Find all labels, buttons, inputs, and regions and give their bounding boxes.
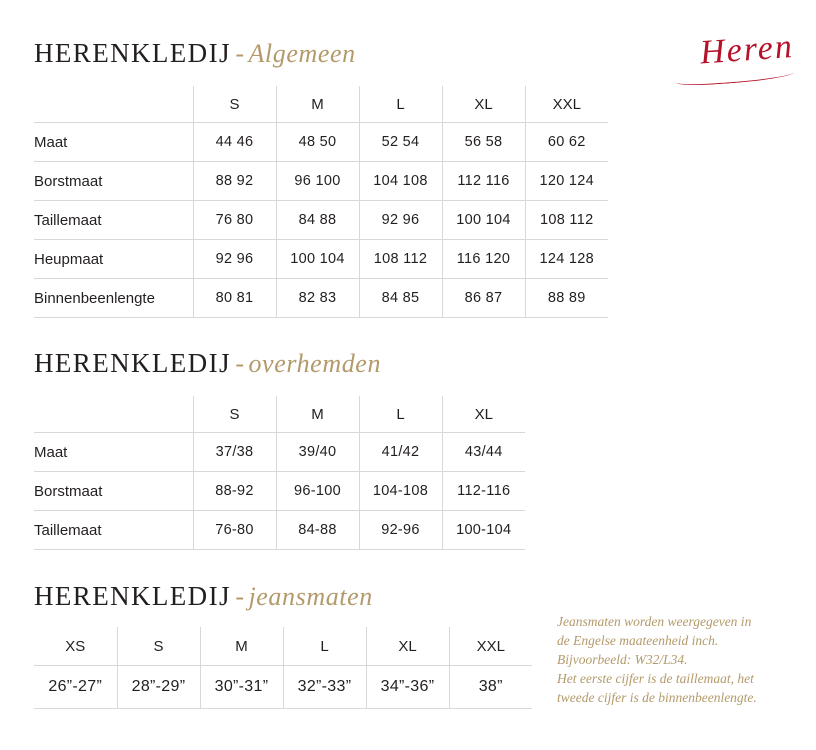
header-size-m: M xyxy=(276,396,359,433)
table-row xyxy=(34,511,525,550)
table-row xyxy=(34,666,532,709)
cell-taillemaat-l: 92-96 xyxy=(359,511,442,550)
cell-borstmaat-m: 96 100 xyxy=(276,162,359,201)
cell-maat-l: 52 54 xyxy=(359,123,442,162)
cell-maat-m: 39/40 xyxy=(276,433,359,472)
cell-heupmaat-s: 92 96 xyxy=(193,240,276,279)
section-heading-jeansmaten xyxy=(34,581,373,612)
cell-jeans-xl: 34”-36” xyxy=(366,666,449,709)
section-title-main: HERENKLEDIJ xyxy=(34,38,231,68)
cell-borstmaat-xl: 112 116 xyxy=(442,162,525,201)
row-label-taillemaat: Taillemaat xyxy=(34,201,193,240)
cell-borstmaat-m: 96-100 xyxy=(276,472,359,511)
header-size-xl: XL xyxy=(366,627,449,666)
header-size-xs: XS xyxy=(34,627,117,666)
cell-jeans-xxl: 38” xyxy=(449,666,532,709)
cell-binnenbeenlengte-xl: 86 87 xyxy=(442,279,525,318)
header-size-m: M xyxy=(276,86,359,123)
table-row xyxy=(34,433,525,472)
note-line-5: tweede cijfer is de binnenbeenlengte. xyxy=(557,690,757,705)
table-row xyxy=(34,201,608,240)
cell-maat-xl: 56 58 xyxy=(442,123,525,162)
header-size-l: L xyxy=(359,396,442,433)
brand-underline-flourish xyxy=(676,68,794,87)
header-size-l: L xyxy=(359,86,442,123)
cell-taillemaat-xxl: 108 112 xyxy=(525,201,608,240)
section-heading-algemeen xyxy=(34,38,356,69)
cell-jeans-l: 32”-33” xyxy=(283,666,366,709)
cell-heupmaat-m: 100 104 xyxy=(276,240,359,279)
note-line-3: Bijvoorbeeld: W32/L34. xyxy=(557,652,688,667)
row-label-borstmaat: Borstmaat xyxy=(34,472,193,511)
section-title-sub: overhemden xyxy=(248,349,382,378)
header-size-m: M xyxy=(200,627,283,666)
row-label-heupmaat: Heupmaat xyxy=(34,240,193,279)
section-title-dash: - xyxy=(235,349,244,378)
cell-binnenbeenlengte-s: 80 81 xyxy=(193,279,276,318)
cell-taillemaat-s: 76-80 xyxy=(193,511,276,550)
cell-borstmaat-l: 104-108 xyxy=(359,472,442,511)
row-label-maat: Maat xyxy=(34,433,193,472)
cell-binnenbeenlengte-l: 84 85 xyxy=(359,279,442,318)
cell-heupmaat-xxl: 124 128 xyxy=(525,240,608,279)
cell-borstmaat-l: 104 108 xyxy=(359,162,442,201)
cell-borstmaat-xxl: 120 124 xyxy=(525,162,608,201)
row-label-taillemaat: Taillemaat xyxy=(34,511,193,550)
cell-heupmaat-l: 108 112 xyxy=(359,240,442,279)
cell-taillemaat-m: 84-88 xyxy=(276,511,359,550)
header-size-xxl: XXL xyxy=(449,627,532,666)
section-title-sub: Algemeen xyxy=(248,39,356,68)
cell-maat-xl: 43/44 xyxy=(442,433,525,472)
section-title-dash: - xyxy=(235,39,244,68)
section-title-sub: jeansmaten xyxy=(248,582,373,611)
section-title-main: HERENKLEDIJ xyxy=(34,581,231,611)
jeansmaten-note xyxy=(557,612,807,707)
cell-taillemaat-xl: 100 104 xyxy=(442,201,525,240)
cell-borstmaat-xl: 112-116 xyxy=(442,472,525,511)
brand-script-heren: Heren xyxy=(699,28,796,72)
section-heading-overhemden xyxy=(34,348,381,379)
header-blank xyxy=(34,396,193,433)
table-row xyxy=(34,240,608,279)
cell-taillemaat-xl: 100-104 xyxy=(442,511,525,550)
row-label-binnenbeenlengte: Binnenbeenlengte xyxy=(34,279,193,318)
cell-binnenbeenlengte-xxl: 88 89 xyxy=(525,279,608,318)
header-size-xl: XL xyxy=(442,396,525,433)
section-title-main: HERENKLEDIJ xyxy=(34,348,231,378)
cell-jeans-xs: 26”-27” xyxy=(34,666,117,709)
note-line-4: Het eerste cijfer is de taillemaat, het xyxy=(557,671,754,686)
table-row xyxy=(34,472,525,511)
header-size-s: S xyxy=(193,396,276,433)
header-blank xyxy=(34,86,193,123)
cell-jeans-m: 30”-31” xyxy=(200,666,283,709)
cell-maat-s: 37/38 xyxy=(193,433,276,472)
cell-jeans-s: 28”-29” xyxy=(117,666,200,709)
size-table-overhemden xyxy=(34,396,525,550)
cell-heupmaat-xl: 116 120 xyxy=(442,240,525,279)
note-line-2: de Engelse maateenheid inch. xyxy=(557,633,719,648)
cell-maat-xxl: 60 62 xyxy=(525,123,608,162)
row-label-borstmaat: Borstmaat xyxy=(34,162,193,201)
cell-binnenbeenlengte-m: 82 83 xyxy=(276,279,359,318)
table-header-row xyxy=(34,627,532,666)
row-label-maat: Maat xyxy=(34,123,193,162)
table-header-row xyxy=(34,396,525,433)
size-table-algemeen xyxy=(34,86,608,318)
header-size-xxl: XXL xyxy=(525,86,608,123)
header-size-l: L xyxy=(283,627,366,666)
header-size-xl: XL xyxy=(442,86,525,123)
table-row xyxy=(34,279,608,318)
section-title-dash: - xyxy=(235,582,244,611)
cell-borstmaat-s: 88-92 xyxy=(193,472,276,511)
table-row xyxy=(34,123,608,162)
note-line-1: Jeansmaten worden weergegeven in xyxy=(557,614,752,629)
cell-taillemaat-m: 84 88 xyxy=(276,201,359,240)
table-header-row xyxy=(34,86,608,123)
cell-borstmaat-s: 88 92 xyxy=(193,162,276,201)
cell-maat-l: 41/42 xyxy=(359,433,442,472)
cell-maat-m: 48 50 xyxy=(276,123,359,162)
header-size-s: S xyxy=(193,86,276,123)
table-row xyxy=(34,162,608,201)
cell-maat-s: 44 46 xyxy=(193,123,276,162)
cell-taillemaat-s: 76 80 xyxy=(193,201,276,240)
cell-taillemaat-l: 92 96 xyxy=(359,201,442,240)
size-table-jeansmaten xyxy=(34,627,532,709)
header-size-s: S xyxy=(117,627,200,666)
